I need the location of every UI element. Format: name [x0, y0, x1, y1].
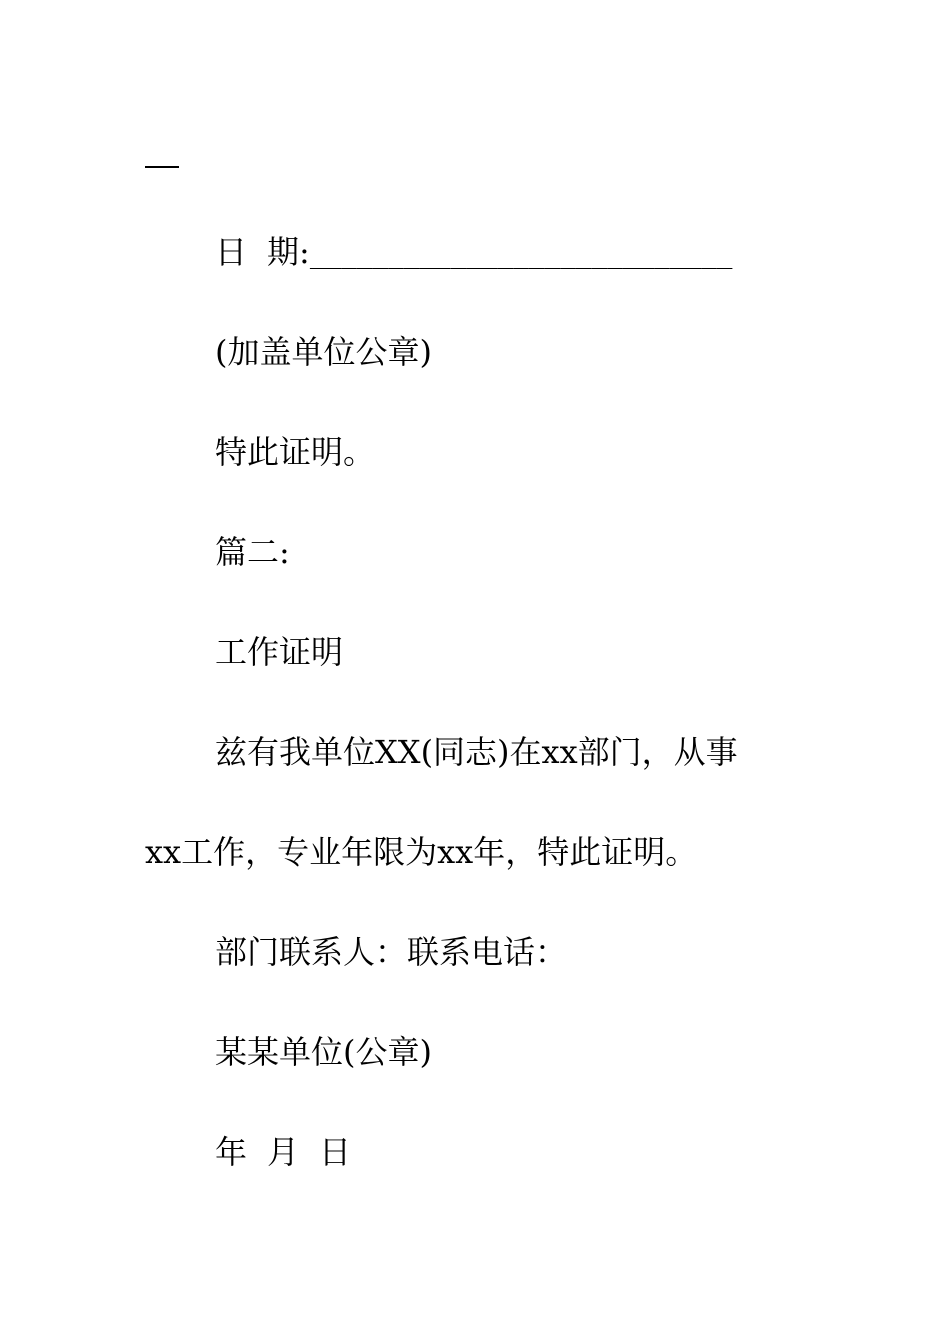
date-month: 月: [267, 1133, 300, 1171]
document-title: 工作证明: [215, 633, 344, 671]
body-paragraph-line-1: 兹有我单位XX(同志)在xx部门，从事: [215, 733, 738, 771]
date-day: 日: [319, 1133, 352, 1171]
date-label-second: 期:: [267, 233, 310, 271]
certify-statement: 特此证明。: [215, 433, 376, 471]
date-line: [215, 232, 732, 275]
date-label-first: 日: [215, 233, 248, 271]
signature-unit: 某某单位(公章): [215, 1033, 432, 1071]
date-year: 年: [215, 1133, 248, 1171]
body-paragraph-line-2: xx工作，专业年限为xx年，特此证明。: [145, 833, 698, 871]
date-underline-field: ___________________________: [309, 240, 733, 270]
seal-note: (加盖单位公章): [215, 333, 432, 371]
top-dash-rule: [145, 166, 179, 168]
signature-date: [215, 1132, 351, 1172]
contact-line: 部门联系人：联系电话：: [215, 933, 568, 971]
section-heading: 篇二:: [215, 533, 290, 571]
